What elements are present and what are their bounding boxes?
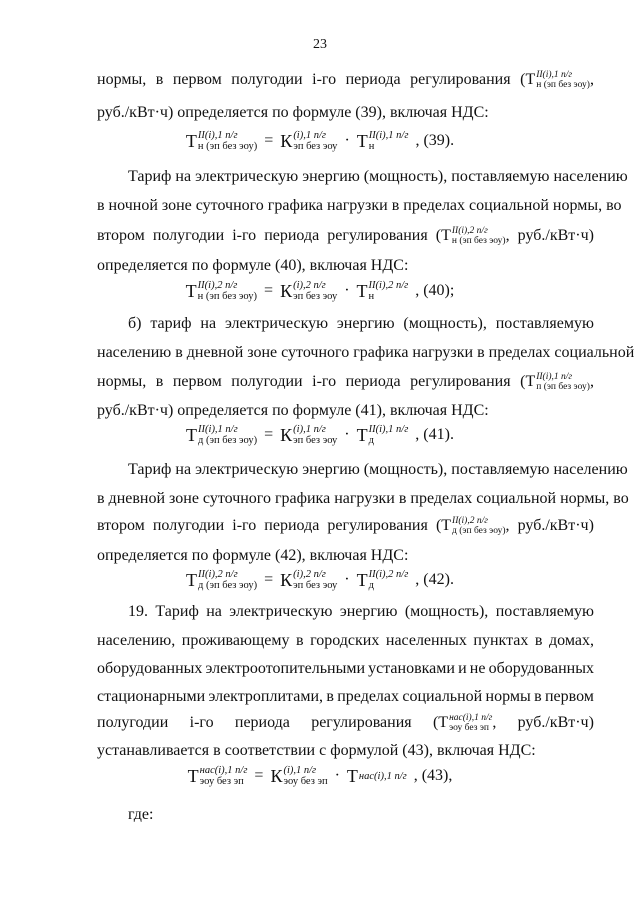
formula-41: Т II(i),1 п/г д (эп без эоу) = К (i),1 п/г эп без эоу · Т II(i),1 п/г д , (41).: [186, 424, 454, 446]
text-line-9: нормы, в первом полугодии i-го периода регулирования ( Т II(i),1 п/г п (эп без эоу) ,: [97, 372, 594, 392]
inline-tariff-symbol: ( Т нас(i),1 п/г эоу без эп ,: [432, 713, 497, 733]
inline-tariff-symbol: ( Т II(i),1 п/г н (эп без эоу) ,: [520, 70, 594, 90]
text-line-18: стационарными электроплитами, в пределах социальной нормы в первом: [97, 688, 594, 705]
formula-40: Т II(i),2 п/г н (эп без эоу) = К (i),2 п/г эп без эоу · Т II(i),2 п/г н , (40);: [185, 280, 455, 302]
text-line-19: полугодии i-го периода регулирования ( Т нас(i),1 п/г эоу без эп , руб./кВт·ч): [97, 713, 594, 733]
text-line-4: в ночной зоне суточного графика нагрузки в пределах социальной нормы, во: [97, 197, 622, 214]
text-line-8: населению в дневной зоне суточного графика нагрузки в пределах социальной: [97, 344, 635, 361]
text-line-12: в дневной зоне суточного графика нагрузки в пределах социальной нормы, во: [97, 490, 629, 507]
inline-tariff-symbol: ( Т II(i),2 п/г н (эп без эоу) ,: [435, 226, 510, 246]
formula-43: Т нас(i),1 п/г эоу без эп = К (i),1 п/г эоу без эп · Т нас(i),1 п/г , (43),: [187, 765, 453, 787]
text-line-14: определяется по формуле (42), включая НДС:: [97, 547, 409, 564]
text-line-5: втором полугодии i-го периода регулирования ( Т II(i),2 п/г н (эп без эоу) , руб./кВт·ч): [97, 226, 594, 246]
inline-tariff-symbol: ( Т II(i),2 п/г д (эп без эоу) ,: [435, 516, 510, 536]
inline-tariff-symbol: ( Т II(i),1 п/г п (эп без эоу) ,: [520, 372, 594, 392]
text-line-15: 19. Тариф на электрическую энергию (мощность), поставляемую: [128, 603, 594, 620]
text-line-16: населению, проживающему в городских населенных пунктах в домах,: [97, 632, 594, 649]
formula-42: Т II(i),2 п/г д (эп без эоу) = К (i),2 п/г эп без эоу · Т II(i),2 п/г д , (42).: [186, 569, 454, 591]
text-line-2: руб./кВт·ч) определяется по формуле (39), включая НДС:: [97, 104, 489, 121]
text-line-1: нормы, в первом полугодии i-го периода регулирования ( Т II(i),1 п/г н (эп без эоу) ,: [97, 70, 594, 90]
text-line-13: втором полугодии i-го периода регулирования ( Т II(i),2 п/г д (эп без эоу) , руб./кВт·ч): [97, 516, 594, 536]
formula-39: Т II(i),1 п/г н (эп без эоу) = К (i),1 п/г эп без эоу · Т II(i),1 п/г н , (39).: [185, 130, 455, 152]
text-line-20: устанавливается в соответствии с формулой (43), включая НДС:: [97, 742, 536, 759]
text-line-21: где:: [128, 806, 154, 823]
text-line-17: оборудованных электроотопительными установками и не оборудованных: [97, 660, 594, 677]
text-line-3: Тариф на электрическую энергию (мощность), поставляемую населению: [128, 168, 628, 185]
text-line-11: Тариф на электрическую энергию (мощность), поставляемую населению: [128, 461, 628, 478]
text-line-7: б) тариф на электрическую энергию (мощность), поставляемую: [128, 315, 594, 332]
text-line-10: руб./кВт·ч) определяется по формуле (41), включая НДС:: [97, 402, 489, 419]
text-line-6: определяется по формуле (40), включая НДС:: [97, 257, 409, 274]
page-number: 23: [313, 37, 327, 52]
